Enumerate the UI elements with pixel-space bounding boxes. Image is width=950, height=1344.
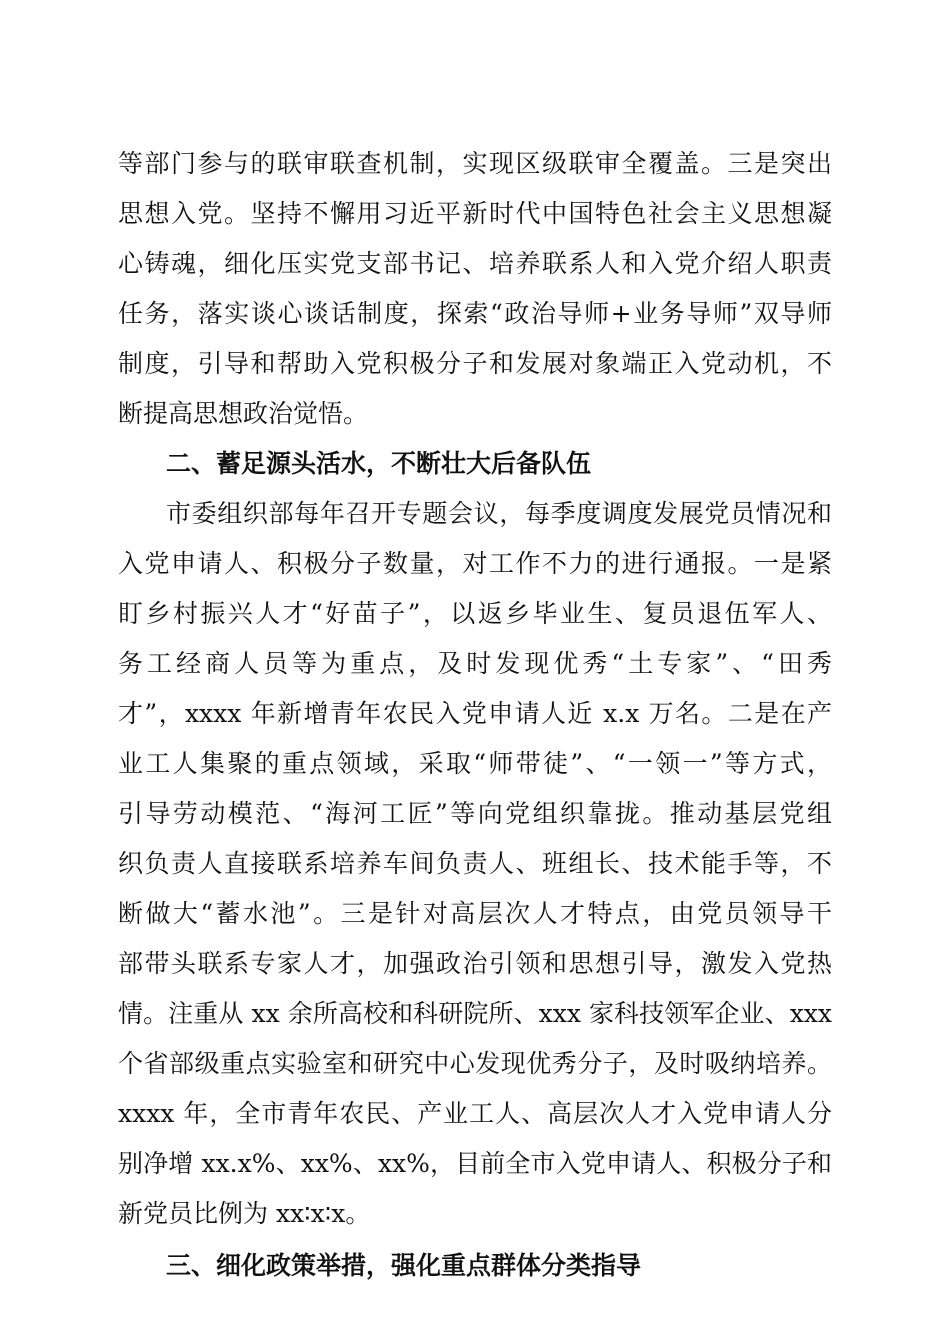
paragraph-line: 制度，引导和帮助入党积极分子和发展对象端正入党动机，不 xyxy=(118,349,832,378)
paragraph-line: 任务，落实谈心谈话制度，探索“政治导师+业务导师”双导师 xyxy=(118,299,832,328)
paragraph-line: 务工经商人员等为重点，及时发现优秀“土专家”、“田秀 xyxy=(118,649,832,678)
paragraph-line: 业工人集聚的重点领域，采取“师带徒”、“一领一”等方式， xyxy=(118,749,832,778)
paragraph-line: 才”，xxxx 年新增青年农民入党申请人近 x.x 万名。二是在产 xyxy=(118,699,832,728)
paragraph-line: 心铸魂，细化压实党支部书记、培养联系人和入党介绍人职责 xyxy=(118,249,832,278)
section-heading: 二、蓄足源头活水，不断壮大后备队伍 xyxy=(166,449,592,478)
paragraph-line: xxxx 年，全市青年农民、产业工人、高层次人才入党申请人分 xyxy=(118,1099,832,1128)
paragraph-line: 别净增 xx.x%、xx%、xx%，目前全市入党申请人、积极分子和 xyxy=(118,1149,832,1178)
paragraph-line: 引导劳动模范、“海河工匠”等向党组织靠拢。推动基层党组 xyxy=(118,799,832,828)
paragraph-line: 思想入党。坚持不懈用习近平新时代中国特色社会主义思想凝 xyxy=(118,199,832,228)
paragraph-line: 新党员比例为 xx∶x∶x。 xyxy=(118,1199,371,1228)
paragraph-line: 入党申请人、积极分子数量，对工作不力的进行通报。一是紧 xyxy=(118,549,832,578)
paragraph-line: 断提高思想政治觉悟。 xyxy=(118,399,369,428)
paragraph-line: 部带头联系专家人才，加强政治引领和思想引导，激发入党热 xyxy=(118,949,832,978)
paragraph-line: 盯乡村振兴人才“好苗子”，以返乡毕业生、复员退伍军人、 xyxy=(118,599,832,628)
paragraph-line: 市委组织部每年召开专题会议，每季度调度发展党员情况和 xyxy=(166,499,832,528)
paragraph-line: 织负责人直接联系培养车间负责人、班组长、技术能手等，不 xyxy=(118,849,832,878)
paragraph-line: 等部门参与的联审联查机制，实现区级联审全覆盖。三是突出 xyxy=(118,149,832,178)
paragraph-line: 断做大“蓄水池”。三是针对高层次人才特点，由党员领导干 xyxy=(118,899,832,928)
paragraph-line: 个省部级重点实验室和研究中心发现优秀分子，及时吸纳培养。 xyxy=(118,1049,832,1078)
section-heading: 三、细化政策举措，强化重点群体分类指导 xyxy=(166,1251,642,1280)
paragraph-line: 情。注重从 xx 余所高校和科研院所、xxx 家科技领军企业、xxx xyxy=(118,999,832,1028)
